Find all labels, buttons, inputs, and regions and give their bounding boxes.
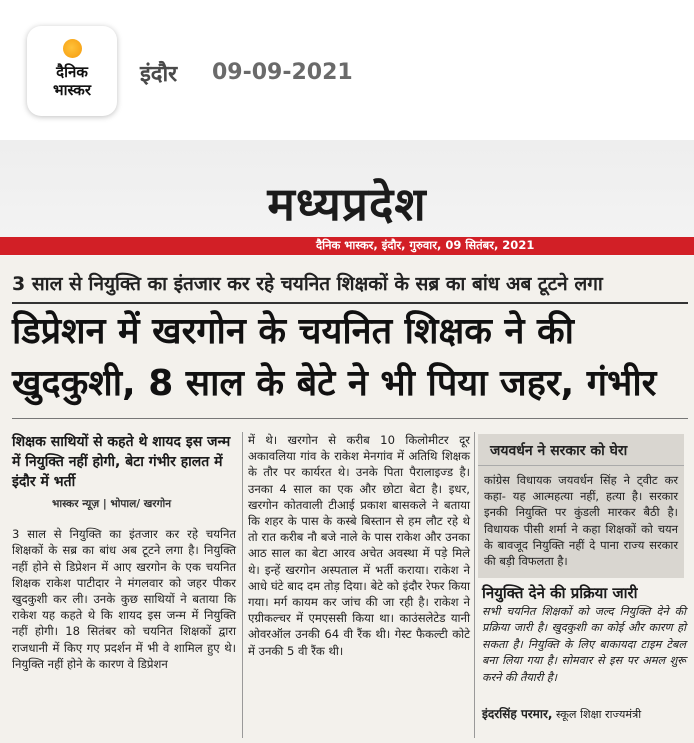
article-body-2: में थे। खरगोन से करीब 10 किलोमीटर दूर अकावलिया गांव के राकेश मेनगांव में अतिथि शिक्षक के तौर पर कार्यरत थे। उनके पिता पैरालाइज्ड है। उनका 4 साल का एक और छोटा बेटा है। इधर, खरगोन कोतवाली टीआई प्रकाश बासकले ने बताया कि शहर के पास के कस्बे बिस्तान से हम लौट रहे थे तो रात करीब नौ बजे नाले के पास राकेश और उनका आठ साल का बेटा आरव अचेत अवस्था में पड़े मिले थे। इन्हें खरगोन अस्पताल में भर्ती कराया। राकेश ने आधे घंटे बाद दम तोड़ दिया। बेटे को इंदौर रेफर किया गया। मर्ग कायम कर जांच की जा रही है। राकेश ने एग्रीकल्चर में एमएससी किया था। काउंसलेटेड यानी ओवरऑल उनकी 64 वी रैंक थी। गेस्ट फैकल्टी कोटे में उनकी 5 वी रैंक थी। [248, 433, 470, 658]
article-subheadline: शिक्षक साथियों से कहते थे शायद इस जन्म में नियुक्ति नहीं होगी, बेटा गंभीर हालत में इंदौर में भर्ती [12, 434, 231, 490]
section-title: मध्यप्रदेश [267, 177, 427, 231]
edition-city: इंदौर [140, 62, 178, 87]
sidebar-box-reaction [478, 434, 684, 578]
app-header [0, 0, 694, 140]
dateline-strip [0, 237, 694, 255]
sidebar-heading-process: नियुक्ति देने की प्रक्रिया जारी [482, 584, 638, 602]
edition-date: 09-09-2021 [212, 60, 353, 85]
article-column-2 [248, 432, 470, 659]
headline-line-2: खुदकुशी, 8 साल के बेटे ने भी पिया जहर, गंभीर [12, 363, 657, 404]
column-divider [474, 432, 475, 738]
sun-icon [63, 39, 82, 58]
signature-title: स्कूल शिक्षा राज्यमंत्री [555, 708, 642, 721]
article-body-1: 3 साल से नियुक्ति का इंतजार कर रहे चयनित शिक्षकों के सब्र का बांध अब टूटने लगा है। नियुक्ति नहीं होने से डिप्रेशन में आए खरगोन के एक चयनित शिक्षक राकेश पाटीदार ने मंगलवार को जहर पीकर खुदकुशी कर ली। उनके कुछ साथियों ने बताया कि राकेश यह कहते थे कि शायद इस जन्म में नियुक्ति नहीं होगी। 18 सितंबर को चयनित शिक्षकों द्वारा राजधानी में किए गए प्रदर्शन में भी वे शामिल हुए थे। नियुक्ति नहीं होने के कारण वे डिप्रेशन [12, 527, 236, 671]
sidebar-box-text: कांग्रेस विधायक जयवर्धन सिंह ने ट्वीट कर कहा- यह आत्महत्या नहीं, हत्या है। सरकार इनकी नियुक्ति पर कुंडली मारकर बैठी है। विधायक पीसी शर्मा ने कहा शिक्षकों को चयन के बावजूद नियुक्ति नहीं दे पाना राज्य सरकार की बड़ी विफलता है। [484, 473, 678, 569]
signature-name: इंदरसिंह परमार, [482, 707, 553, 721]
article-byline: भास्कर न्यूज़ | भोपाल/ खरगोन [52, 498, 172, 510]
logo-text-line2: भास्कर [53, 81, 91, 99]
minister-signature [482, 705, 688, 722]
divider [12, 418, 688, 419]
article-kicker: 3 साल से नियुक्ति का इंतजार कर रहे चयनित शिक्षकों के सब्र का बांध अब टूटने लगा [12, 273, 603, 295]
headline-line-1: डिप्रेशन में खरगोन के चयनित शिक्षक ने की [12, 311, 574, 352]
sidebar-box-heading: जयवर्धन ने सरकार को घेरा [478, 434, 684, 466]
divider [12, 302, 688, 304]
sidebar-text-process: सभी चयनित शिक्षकों को जल्द नियुक्ति देने की प्रक्रिया जारी है। खुदकुशी का कोई और कारण हो सकता है। नियुक्ति के लिए बाकायदा टाइम टेबल बना लिया गया है। सोमवार से इस पर अमल शुरू करने की तैयारी है। [482, 605, 686, 684]
dainik-bhaskar-logo[interactable] [27, 26, 117, 116]
column-divider [242, 432, 243, 738]
article-headline [12, 306, 692, 410]
article-column-1 [12, 432, 236, 672]
dateline-text: दैनिक भास्कर, इंदौर, गुरुवार, 09 सितंबर, 2021 [316, 238, 535, 252]
logo-text-line1: दैनिक [56, 63, 88, 81]
